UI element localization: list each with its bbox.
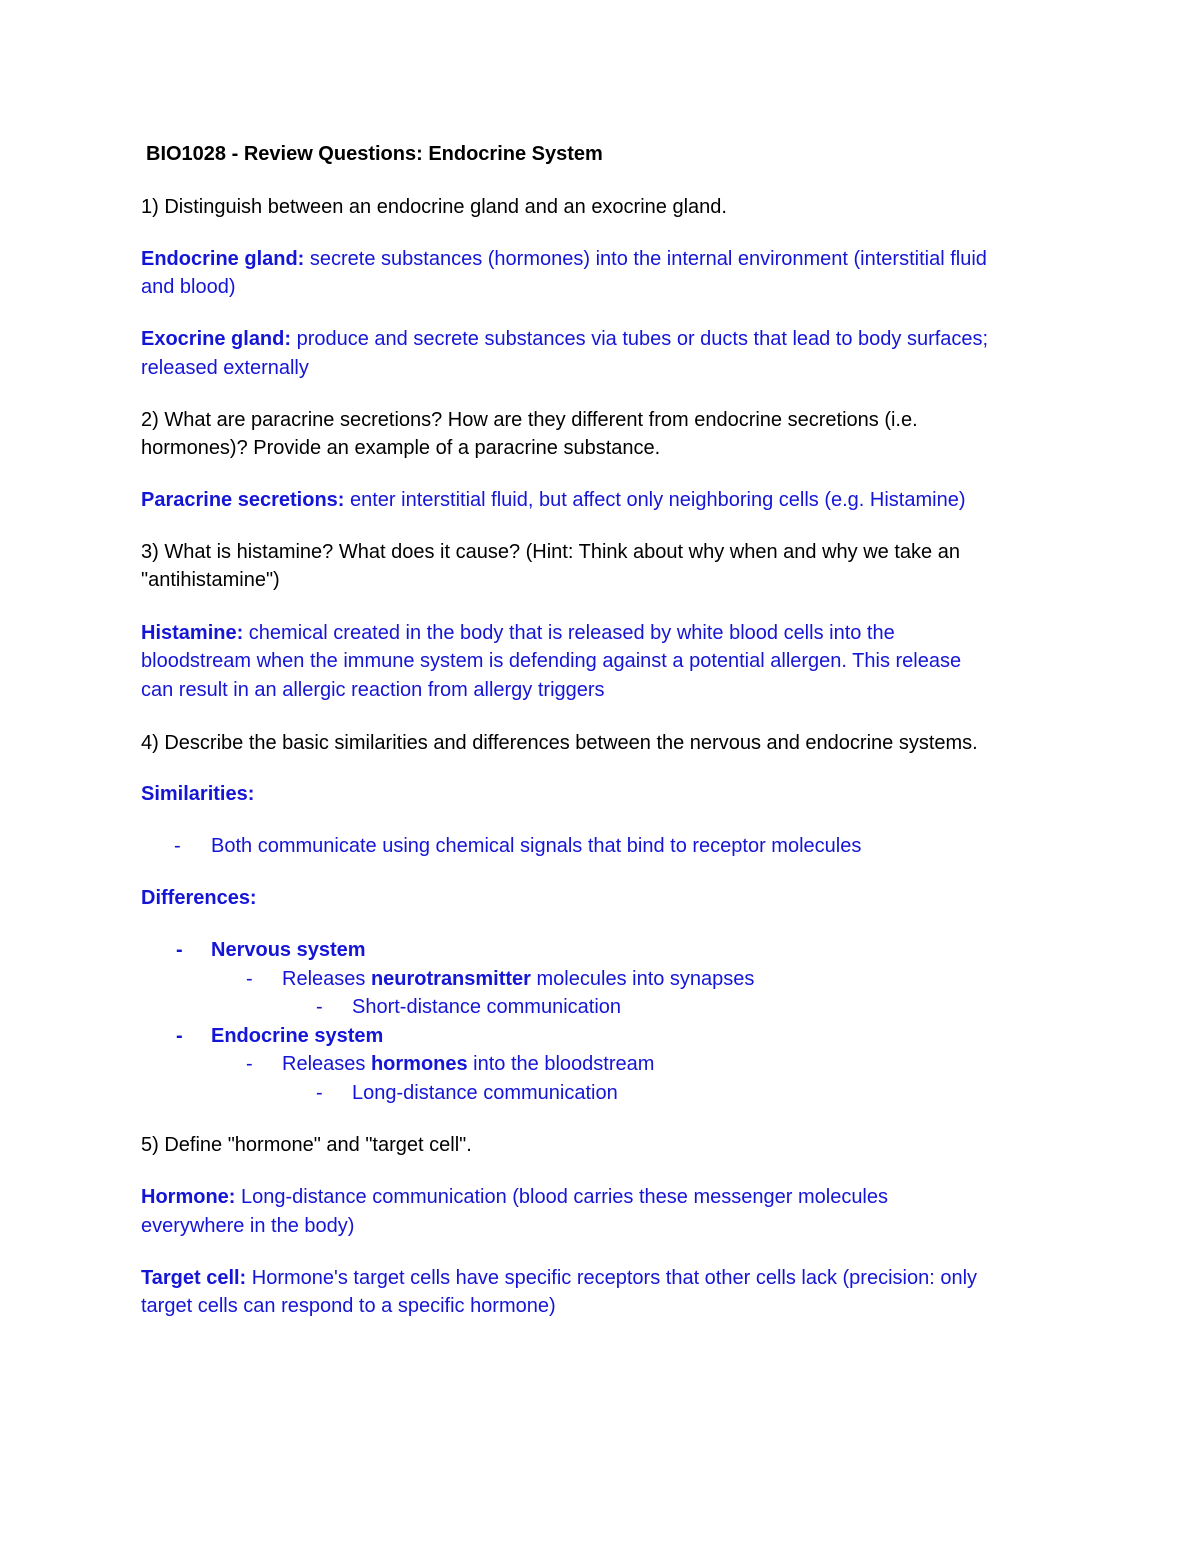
answer-target-cell-line-1	[141, 1264, 977, 1292]
nervous-system-item: Nervous system	[211, 939, 366, 961]
nervous-range-item: Short-distance communication	[352, 996, 622, 1018]
bullet-dash: -	[176, 939, 183, 961]
definition-text: Long-distance communication (blood carries these messenger molecules	[235, 1186, 889, 1208]
definition-text: chemical created in the body that is released by white blood cells into the	[243, 622, 895, 644]
differences-heading: Differences:	[141, 887, 257, 909]
definition-text: Hormone's target cells have specific receptors that other cells lack (precision: only	[246, 1267, 978, 1289]
release-prefix: Releases	[282, 968, 371, 990]
similarities-heading: Similarities:	[141, 783, 255, 805]
definition-text: produce and secrete substances via tubes or ducts that lead to body surfaces;	[291, 328, 989, 350]
endocrine-range-item: Long-distance communication	[352, 1082, 618, 1104]
question-1: 1) Distinguish between an endocrine gland and an exocrine gland.	[141, 196, 727, 218]
term-hormone: Hormone:	[141, 1186, 236, 1208]
bullet-dash: -	[246, 968, 253, 990]
definition-text: secrete substances (hormones) into the internal environment (interstitial fluid	[304, 248, 987, 270]
term-exocrine-gland: Exocrine gland:	[141, 328, 292, 350]
question-2-line-1: 2) What are paracrine secretions? How are they different from endocrine secretions (i.e.	[141, 409, 918, 431]
question-5: 5) Define "hormone" and "target cell".	[141, 1134, 472, 1156]
endocrine-system-item: Endocrine system	[211, 1025, 384, 1047]
term-endocrine-gland: Endocrine gland:	[141, 248, 305, 270]
release-prefix: Releases	[282, 1053, 371, 1075]
question-2-line-2: hormones)? Provide an example of a paracrine substance.	[141, 437, 661, 459]
term-target-cell: Target cell:	[141, 1267, 247, 1289]
similarity-item: Both communicate using chemical signals that bind to receptor molecules	[211, 835, 862, 857]
page-title: BIO1028 - Review Questions: Endocrine System	[146, 143, 603, 165]
bullet-dash: -	[176, 1025, 183, 1047]
nervous-release-item	[282, 965, 754, 993]
endocrine-release-item	[282, 1050, 654, 1078]
release-suffix: into the bloodstream	[467, 1053, 655, 1075]
definition-text: enter interstitial fluid, but affect only neighboring cells (e.g. Histamine)	[344, 489, 966, 511]
answer-histamine-line-1	[141, 619, 895, 647]
term-paracrine-secretions: Paracrine secretions:	[141, 489, 345, 511]
question-3-line-1: 3) What is histamine? What does it cause? (Hint: Think about why when and why we take an	[141, 541, 960, 563]
bullet-dash: -	[174, 835, 181, 857]
answer-target-cell-line-2: target cells can respond to a specific hormone)	[141, 1295, 556, 1317]
question-3-line-2: "antihistamine")	[141, 569, 280, 591]
answer-exocrine-gland-line-2: released externally	[141, 357, 309, 379]
answer-endocrine-gland-line-1	[141, 245, 987, 273]
bullet-dash: -	[246, 1053, 253, 1075]
bullet-dash: -	[316, 1082, 323, 1104]
answer-exocrine-gland-line-1	[141, 325, 988, 353]
answer-hormone-line-2: everywhere in the body)	[141, 1215, 355, 1237]
release-suffix: molecules into synapses	[530, 968, 755, 990]
answer-paracrine	[141, 486, 966, 514]
answer-histamine-line-3: can result in an allergic reaction from allergy triggers	[141, 679, 605, 701]
term-histamine: Histamine:	[141, 622, 244, 644]
term-hormones: hormones	[370, 1053, 468, 1075]
bullet-dash: -	[316, 996, 323, 1018]
answer-histamine-line-2: bloodstream when the immune system is defending against a potential allergen. This release	[141, 650, 962, 672]
question-4: 4) Describe the basic similarities and differences between the nervous and endocrine systems.	[141, 732, 978, 754]
term-neurotransmitter: neurotransmitter	[370, 968, 531, 990]
answer-hormone-line-1	[141, 1183, 888, 1211]
answer-endocrine-gland-line-2: and blood)	[141, 276, 236, 298]
